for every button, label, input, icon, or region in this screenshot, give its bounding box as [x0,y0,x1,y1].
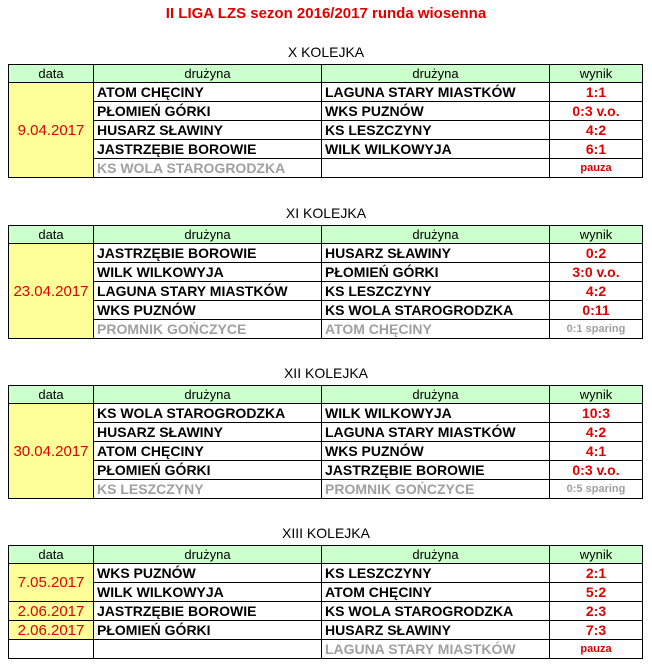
home-team: WKS PUZNÓW [94,564,322,583]
home-team: PROMNIK GOŃCZYCE [94,320,322,339]
match-result: 5:2 [550,583,643,602]
match-date: 7.05.2017 [9,564,94,602]
team2-header: drużyna [322,546,550,564]
match-result: 10:3 [550,404,643,423]
match-row [9,423,643,442]
away-team: LAGUNA STARY MIASTKÓW [322,83,550,102]
team2-header: drużyna [322,386,550,404]
match-result: 6:1 [550,140,643,159]
home-team: WKS PUZNÓW [94,301,322,320]
match-row [9,621,643,640]
match-result: 4:2 [550,121,643,140]
away-team: PROMNIK GOŃCZYCE [322,480,550,499]
away-team: HUSARZ SŁAWINY [322,244,550,263]
team1-header: drużyna [94,386,322,404]
round-table [8,385,643,499]
match-row [9,602,643,621]
home-team: PŁOMIEŃ GÓRKI [94,621,322,640]
home-team: HUSARZ SŁAWINY [94,121,322,140]
away-team: ATOM CHĘCINY [322,583,550,602]
match-date: 30.04.2017 [9,404,94,499]
match-row [9,461,643,480]
match-row [9,83,643,102]
header-row [9,386,643,404]
round-table [8,225,643,339]
home-team: JASTRZĘBIE BOROWIE [94,140,322,159]
match-date: 23.04.2017 [9,244,94,339]
round-title: XII KOLEJKA [283,365,369,381]
round-title: XI KOLEJKA [285,205,367,221]
match-date: 2.06.2017 [9,621,94,640]
home-team: KS LESZCZYNY [94,480,322,499]
page-title: II LIGA LZS sezon 2016/2017 runda wiosenna [165,5,487,22]
away-team: WILK WILKOWYJA [322,404,550,423]
away-team: WKS PUZNÓW [322,442,550,461]
empty-date-cell [9,640,94,659]
away-team: KS WOLA STAROGRODZKA [322,602,550,621]
team2-header: drużyna [322,65,550,83]
result-header: wynik [550,226,643,244]
match-row [9,583,643,602]
away-team: LAGUNA STARY MIASTKÓW [322,423,550,442]
home-team: WILK WILKOWYJA [94,263,322,282]
round-title: XIII KOLEJKA [282,525,370,541]
match-result: 0:1 sparing [550,320,643,339]
round-table [8,64,643,178]
match-result: 3:0 v.o. [550,263,643,282]
away-team [322,159,550,178]
away-team: HUSARZ SŁAWINY [322,621,550,640]
match-row [9,282,643,301]
match-row [9,564,643,583]
team1-header: drużyna [94,546,322,564]
date-header: data [9,226,94,244]
header-row [9,546,643,564]
home-team: JASTRZĘBIE BOROWIE [94,244,322,263]
match-result: 4:2 [550,423,643,442]
away-team: WKS PUZNÓW [322,102,550,121]
match-result: 2:1 [550,564,643,583]
match-result: 2:3 [550,602,643,621]
round-table [8,545,643,659]
away-team: KS WOLA STAROGRODZKA [322,301,550,320]
away-team: JASTRZĘBIE BOROWIE [322,461,550,480]
match-row [9,480,643,499]
match-result: 0:11 [550,301,643,320]
team2-header: drużyna [322,226,550,244]
match-result: 0:5 sparing [550,480,643,499]
match-row [9,301,643,320]
home-team: PŁOMIEŃ GÓRKI [94,461,322,480]
home-team: ATOM CHĘCINY [94,83,322,102]
home-team: KS WOLA STAROGRODZKA [94,404,322,423]
result-header: wynik [550,65,643,83]
away-team: KS LESZCZYNY [322,121,550,140]
result-header: wynik [550,546,643,564]
date-header: data [9,546,94,564]
match-row [9,320,643,339]
date-header: data [9,65,94,83]
header-row [9,226,643,244]
away-team: KS LESZCZYNY [322,282,550,301]
away-team: KS LESZCZYNY [322,564,550,583]
match-row [9,244,643,263]
match-result: 7:3 [550,621,643,640]
home-team: PŁOMIEŃ GÓRKI [94,102,322,121]
match-result: 1:1 [550,83,643,102]
home-team: ATOM CHĘCINY [94,442,322,461]
home-team [94,640,322,659]
match-row [9,640,643,659]
header-row [9,65,643,83]
round-title: X KOLEJKA [287,44,365,60]
match-row [9,140,643,159]
home-team: WILK WILKOWYJA [94,583,322,602]
match-result: 4:1 [550,442,643,461]
away-team: ATOM CHĘCINY [322,320,550,339]
away-team: WILK WILKOWYJA [322,140,550,159]
match-row [9,121,643,140]
match-result: pauza [550,640,643,659]
match-result: 0:3 v.o. [550,461,643,480]
match-row [9,102,643,121]
match-result: 0:3 v.o. [550,102,643,121]
date-header: data [9,386,94,404]
match-row [9,442,643,461]
match-result: 0:2 [550,244,643,263]
home-team: HUSARZ SŁAWINY [94,423,322,442]
away-team: PŁOMIEŃ GÓRKI [322,263,550,282]
match-result: pauza [550,159,643,178]
home-team: KS WOLA STAROGRODZKA [94,159,322,178]
result-header: wynik [550,386,643,404]
match-date: 9.04.2017 [9,83,94,178]
match-row [9,263,643,282]
home-team: JASTRZĘBIE BOROWIE [94,602,322,621]
match-result: 4:2 [550,282,643,301]
home-team: LAGUNA STARY MIASTKÓW [94,282,322,301]
team1-header: drużyna [94,226,322,244]
match-row [9,404,643,423]
match-row [9,159,643,178]
team1-header: drużyna [94,65,322,83]
away-team: LAGUNA STARY MIASTKÓW [322,640,550,659]
match-date: 2.06.2017 [9,602,94,621]
